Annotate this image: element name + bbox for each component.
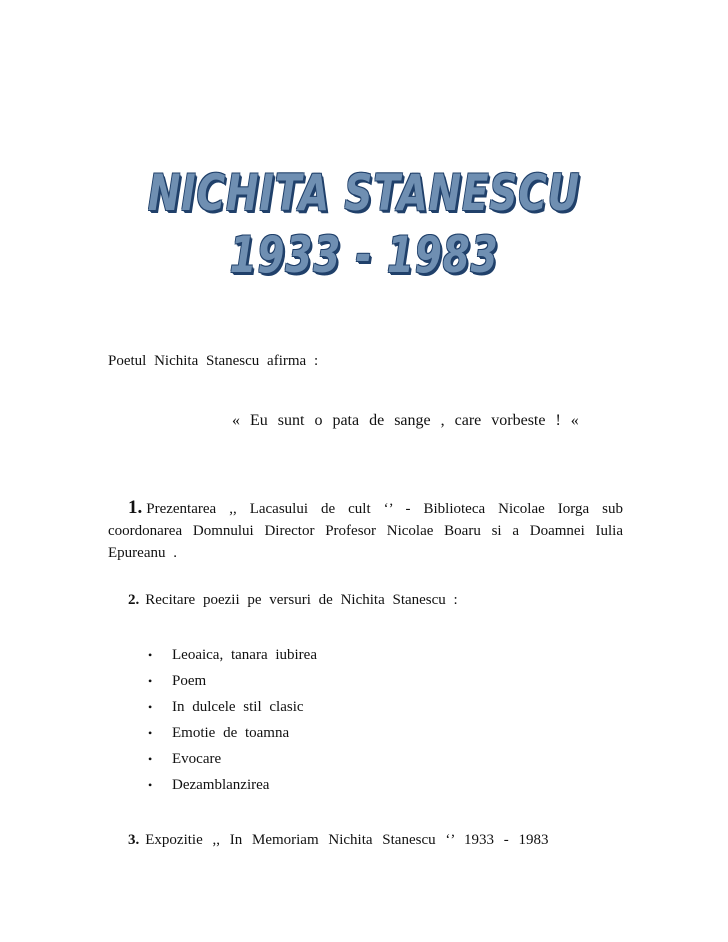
- item-text: Expozitie ,, In Memoriam Nichita Stanescu ‘’ 1933 - 1983: [145, 832, 549, 848]
- poem-title: Poem: [172, 673, 207, 689]
- list-item: [148, 645, 317, 671]
- list-item: [148, 697, 317, 723]
- poem-title: In dulcele stil clasic: [172, 699, 304, 715]
- program-item-2: [128, 592, 458, 609]
- program-item-1: [108, 497, 623, 564]
- list-item: [148, 671, 317, 697]
- item-text: Prezentarea ,, Lacasului de cult ‘’ - Biblioteca Nicolae Iorga sub coordonarea Domnului Director Profesor Nicolae Boaru si a Doamnei Iulia Epureanu .: [108, 501, 623, 561]
- poem-list: [148, 645, 317, 801]
- bullet-icon: •: [148, 752, 153, 766]
- poem-title: Leoaica, tanara iubirea: [172, 647, 317, 663]
- list-item: [148, 723, 317, 749]
- bullet-icon: •: [148, 648, 153, 662]
- poem-title: Emotie de toamna: [172, 725, 290, 741]
- program-item-3: [128, 832, 548, 849]
- poem-title: Evocare: [172, 751, 222, 767]
- bullet-icon: •: [148, 700, 153, 714]
- bullet-icon: •: [148, 778, 153, 792]
- list-item: [148, 749, 317, 775]
- title-years: 1933 - 1983: [229, 226, 499, 284]
- quote-text: « Eu sunt o pata de sange , care vorbeste ! «: [232, 412, 579, 429]
- bullet-icon: •: [148, 674, 153, 688]
- poem-title: Dezamblanzirea: [172, 777, 270, 793]
- list-item: [148, 775, 317, 801]
- intro-text: Poetul Nichita Stanescu afirma :: [108, 353, 319, 369]
- item-number: 3.: [128, 832, 140, 848]
- item-number: 2.: [128, 592, 140, 608]
- item-text: Recitare poezii pe versuri de Nichita Stanescu :: [145, 592, 458, 608]
- bullet-icon: •: [148, 726, 153, 740]
- title-name: NICHITA STANESCU: [147, 164, 581, 222]
- item-number: 1.: [128, 497, 143, 518]
